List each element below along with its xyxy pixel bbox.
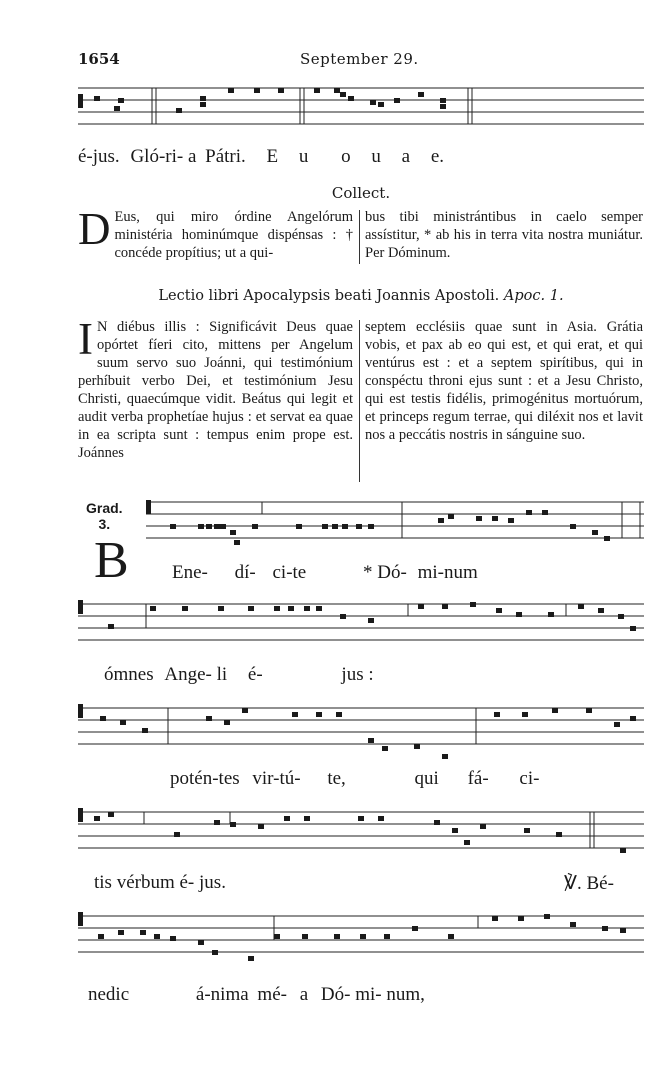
gradual-staff-2-notation [78, 598, 644, 650]
syllable: ci- [519, 768, 540, 789]
staff-1 [78, 86, 644, 136]
syllable: o [341, 146, 351, 167]
syllable: u [298, 146, 309, 167]
syllable: vir-tú- [252, 768, 301, 789]
staff-1-notation [78, 86, 644, 136]
collect-initial: D [78, 204, 111, 254]
lectio-heading [78, 288, 644, 304]
syllable: u [371, 146, 381, 167]
syllable: jus : [341, 664, 374, 685]
syllable: te, [327, 768, 346, 789]
running-title: September 29. [300, 50, 419, 68]
gradual-staff-5 [78, 910, 644, 974]
gradual-line-2-lyrics [104, 664, 374, 686]
syllable: ci-te [272, 562, 307, 583]
gradual-line-3-lyrics [170, 768, 539, 790]
gradual-line-4-lyrics [94, 872, 226, 894]
gradual-staff-2 [78, 598, 644, 650]
syllable: jus. [199, 872, 226, 893]
syllable: qui [414, 768, 439, 789]
gradual-label [86, 500, 123, 532]
gradual-staff-5-notation [78, 910, 644, 974]
lectio-left-text: N diébus illis : Significávit Deus quae opórtet fíeri cito, mittens per Angelum suum servo suo Joánni, qui testimónium perhíbuit verbo Dei, et testimónium Jesu Christi, quaecúmque vidit. Beátus qui legit et audit verba prophetíae hujus : et servat ea quae in ea scripta sunt : tempus enim prope est. Joánnes [78, 319, 353, 461]
gradual-line-1-lyrics [172, 562, 478, 584]
syllable: mé- [257, 984, 287, 1005]
syllable: potén-tes [170, 768, 240, 789]
syllable: Ene- [172, 562, 208, 583]
syllable: Dó- [320, 984, 351, 1005]
syllable: Ange- [164, 664, 212, 685]
syllable: é- [247, 664, 263, 685]
syllable: fá- [467, 768, 489, 789]
syllable: Gló-ri- [130, 146, 184, 167]
syllable: dí- [234, 562, 256, 583]
syllable: a [401, 146, 411, 167]
syllable: vérbum [116, 872, 175, 893]
column-divider [359, 210, 360, 264]
syllable: a [187, 146, 197, 167]
syllable: * Dó- [363, 562, 407, 583]
syllable: num, [386, 984, 425, 1005]
syllable: e. [430, 146, 445, 167]
syllable: a [299, 984, 309, 1005]
lectio-left-column [78, 314, 353, 462]
syllable: é-jus. [78, 146, 120, 167]
lectio-title: Lectio libri Apocalypsis beati Joannis Apostoli. [158, 288, 500, 304]
collect-heading: Collect. [331, 184, 391, 202]
versicle-lyrics: ℣. Bé- [564, 873, 614, 894]
syllable: mi- [355, 984, 382, 1005]
gradual-staff-4-notation [78, 806, 644, 862]
gradual-staff-1 [146, 500, 644, 552]
gradual-line-5-lyrics [88, 984, 425, 1006]
syllable: ómnes [104, 664, 154, 685]
syllable: E [266, 146, 279, 167]
page-number: 1654 [78, 50, 120, 68]
gradual-initial: B [94, 532, 129, 589]
syllable: Pátri. [205, 146, 246, 167]
lectio-reference: Apoc. 1. [503, 288, 564, 304]
staff-1-lyrics [78, 146, 444, 168]
gradual-staff-1-notation [146, 500, 644, 552]
collect-left-text: Eus, qui miro órdine Angelórum ministéria hominúmque dispénsas : † concéde propítius; ut a qui- [114, 209, 353, 261]
collect-left-column [78, 204, 353, 262]
lectio-right-column: septem ecclésiis quae sunt in Asia. Grátia vobis, et pax ab eo qui est, et qui erat, et qui ventúrus est : et a septem spirítibus, qui in conspéctu throni ejus sunt : et a Jesu Christo, qui est testis fidélis, primogénitus mortuórum, et princeps regum terrae, qui diléxit nos et lavit nos a peccátis nostris in sánguine suo. [365, 319, 643, 443]
gradual-label-line2: 3. [98, 516, 111, 532]
syllable: nedic [88, 984, 130, 1005]
gradual-staff-3-notation [78, 702, 644, 762]
column-divider [359, 320, 360, 482]
syllable: li [216, 664, 228, 685]
syllable: á-nima [195, 984, 249, 1005]
lectio-initial: I [78, 314, 93, 364]
gradual-label-line1: Grad. [86, 500, 123, 516]
syllable: mi-num [417, 562, 478, 583]
gradual-staff-4 [78, 806, 644, 862]
gradual-staff-3 [78, 702, 644, 762]
syllable: tis [94, 872, 112, 893]
syllable: é- [179, 872, 195, 893]
collect-right-column: bus tibi ministrántibus in caelo semper assístitur, * ab his in terra vita nostra muniátur. Per Dóminum. [365, 209, 643, 261]
